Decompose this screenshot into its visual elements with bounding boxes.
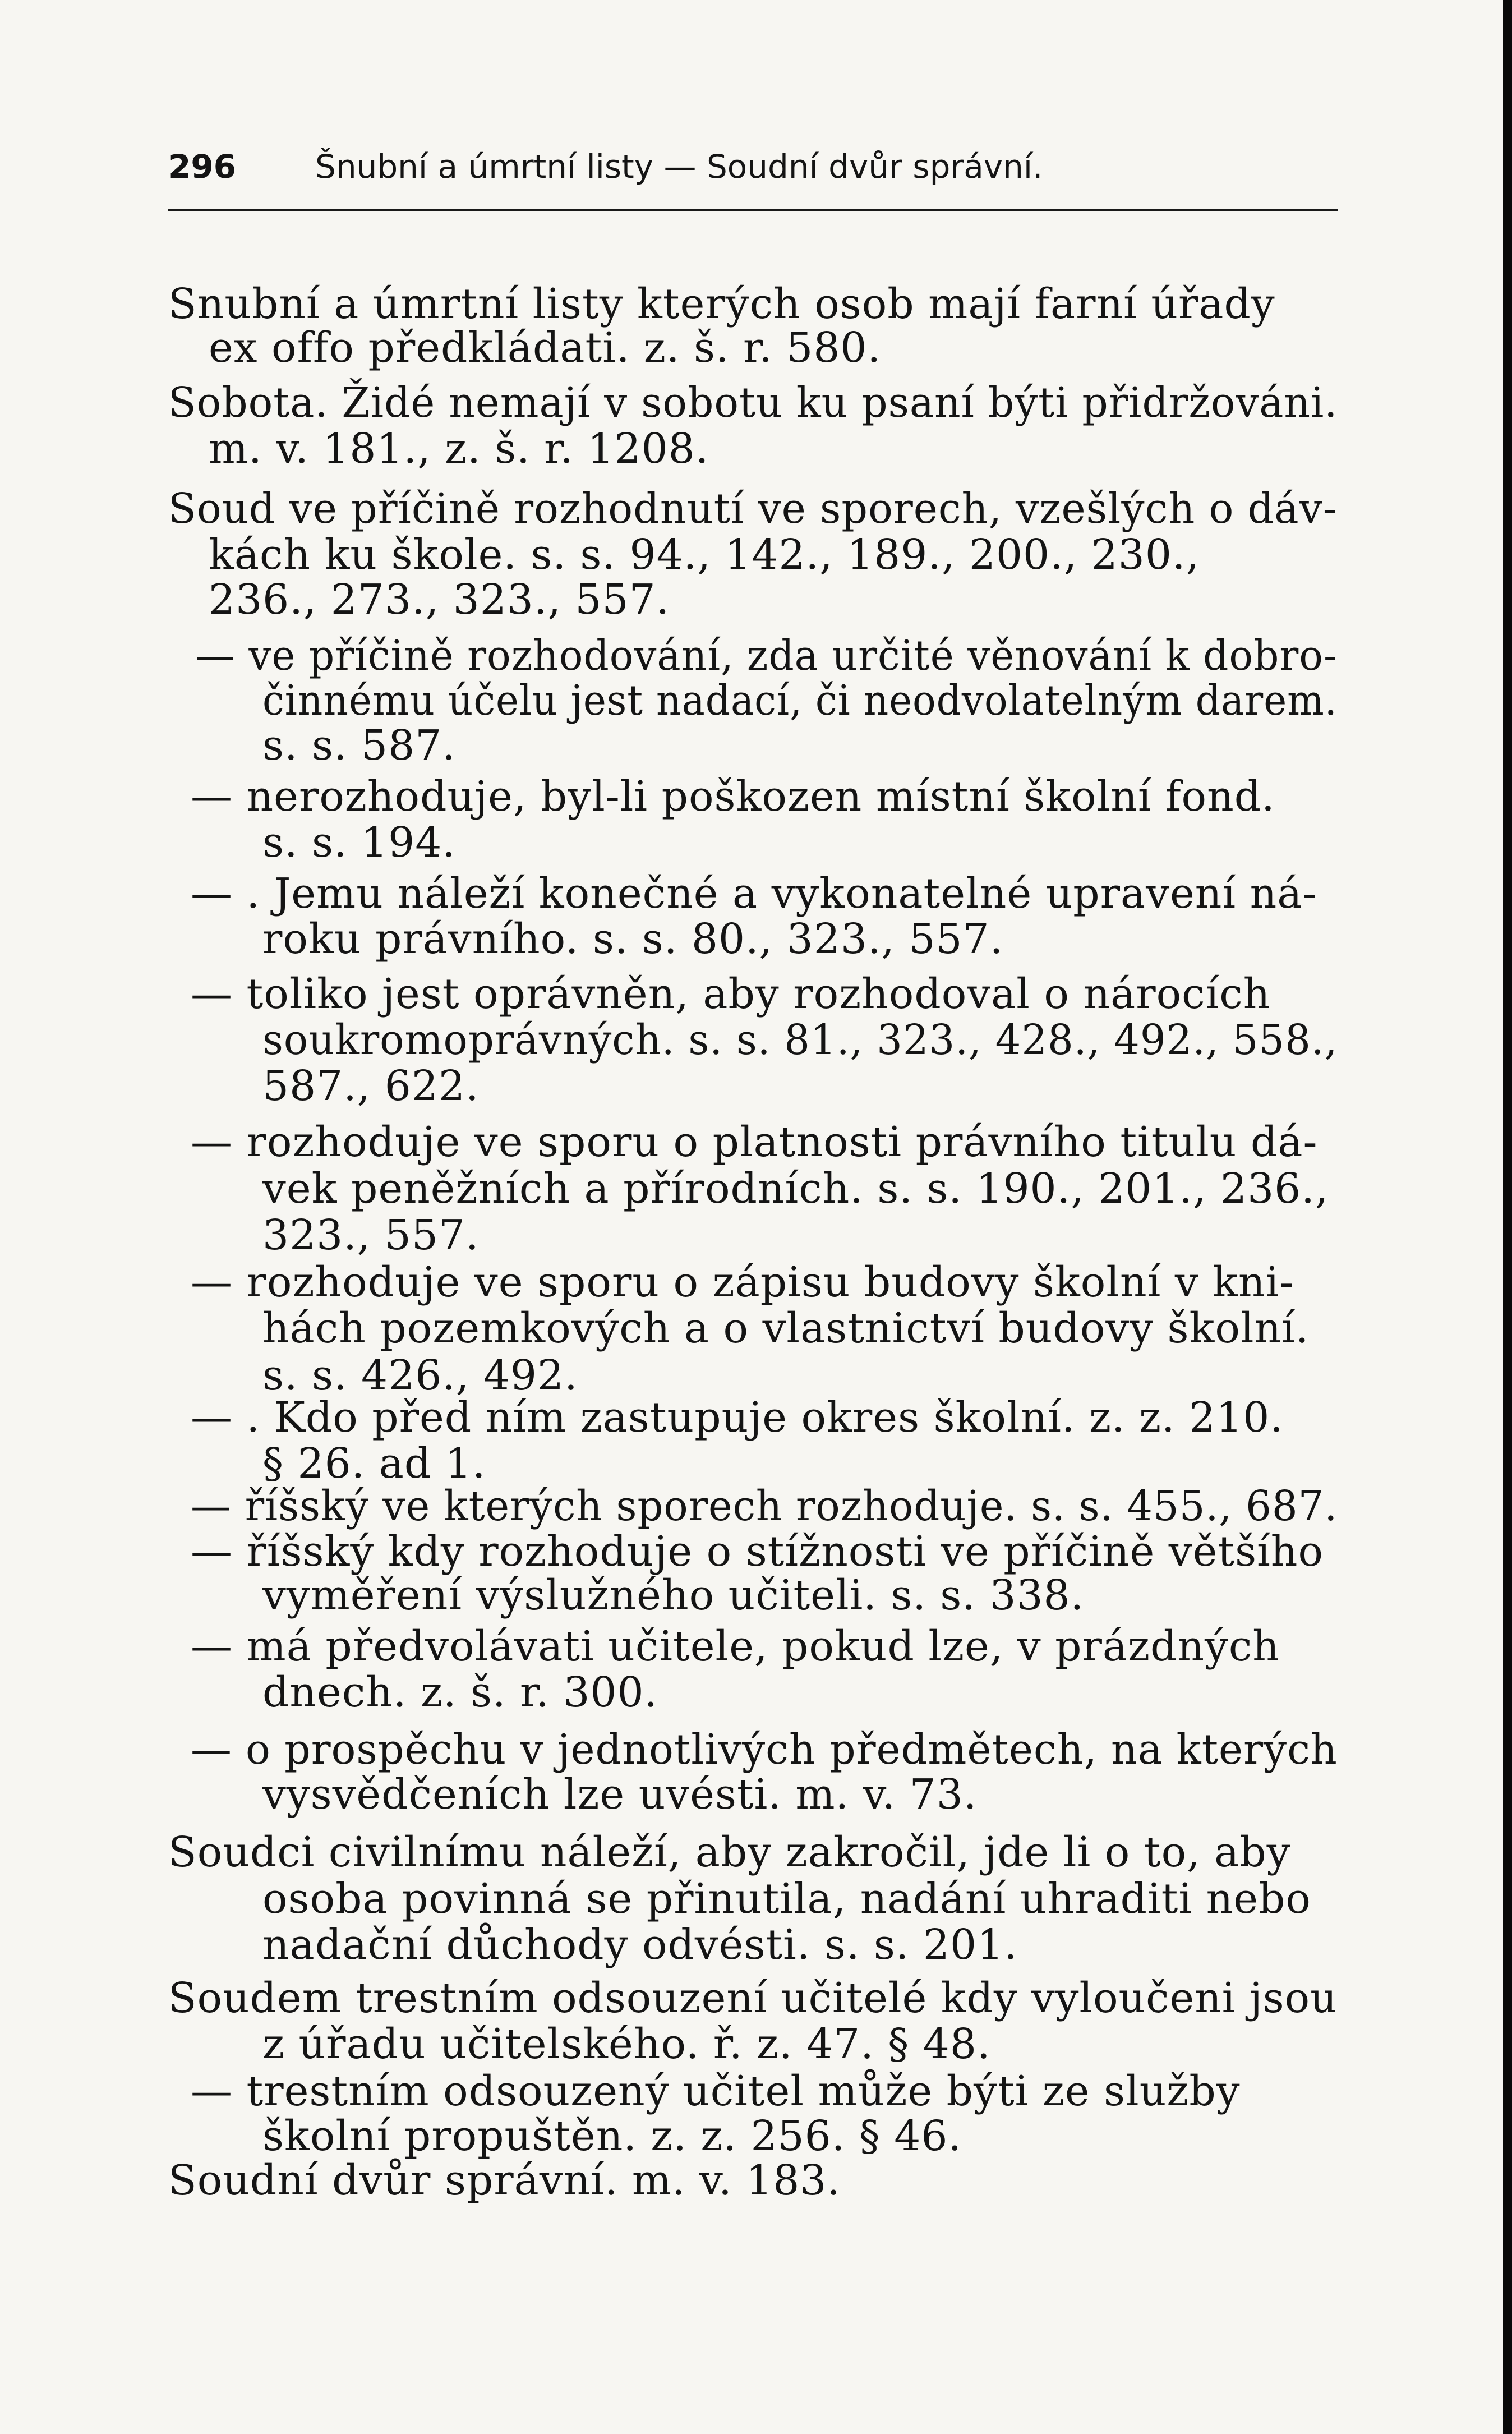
running-head: Šnubní a úmrtní listy — Soudní dvůr správní. bbox=[315, 148, 1043, 186]
scan-edge bbox=[1503, 0, 1512, 2434]
text-line: — má předvolávati učitele, pokud lze, v prázdných bbox=[191, 1622, 1280, 1671]
page-number: 296 bbox=[168, 148, 237, 186]
text-line: kách ku škole. s. s. 94., 142., 189., 200., 230., bbox=[209, 531, 1200, 579]
text-line: — nerozhoduje, byl-li poškozen místní školní fond. bbox=[191, 772, 1275, 821]
text-line: Snubní a úmrtní listy kterých osob mají farní úřady bbox=[168, 280, 1275, 328]
text-line: vek peněžních a přírodních. s. s. 190., 201., 236., bbox=[262, 1165, 1329, 1213]
text-line: 236., 273., 323., 557. bbox=[209, 576, 670, 624]
text-line: hách pozemkových a o vlastnictví budovy školní. bbox=[262, 1304, 1310, 1352]
text-line: Soud ve příčině rozhodnutí ve sporech, vzešlých o dáv- bbox=[168, 485, 1338, 533]
text-line: 323., 557. bbox=[262, 1211, 480, 1259]
text-line: ex offo předkládati. z. š. r. 580. bbox=[209, 324, 882, 372]
text-line: — ve příčině rozhodování, zda určité věnování k dobro- bbox=[195, 632, 1338, 680]
text-line: s. s. 426., 492. bbox=[262, 1351, 578, 1400]
text-line: — o prospěchu v jednotlivých předmětech, na kterých bbox=[191, 1726, 1338, 1774]
text-line: — říšský kdy rozhoduje o stížnosti ve příčině většího bbox=[191, 1527, 1324, 1576]
text-line: s. s. 194. bbox=[262, 818, 456, 867]
text-line: s. s. 587. bbox=[262, 721, 456, 770]
text-line: — . Kdo před ním zastupuje okres školní. z. z. 210. bbox=[191, 1393, 1284, 1442]
text-line: dnech. z. š. r. 300. bbox=[262, 1668, 658, 1717]
text-line: nadační důchody odvésti. s. s. 201. bbox=[262, 1921, 1018, 1969]
text-line: § 26. ad 1. bbox=[262, 1439, 486, 1488]
text-line: vysvědčeních lze uvésti. m. v. 73. bbox=[262, 1770, 978, 1819]
text-line: — říšský ve kterých sporech rozhoduje. s. s. 455., 687. bbox=[191, 1482, 1338, 1530]
text-line: — toliko jest oprávněn, aby rozhodoval o nárocích bbox=[191, 970, 1271, 1018]
text-line: z úřadu učitelského. ř. z. 47. § 48. bbox=[262, 2020, 991, 2068]
text-line: — rozhoduje ve sporu o platnosti právního titulu dá- bbox=[191, 1118, 1318, 1166]
text-line: m. v. 181., z. š. r. 1208. bbox=[209, 425, 709, 473]
text-line: — rozhoduje ve sporu o zápisu budovy školní v kni- bbox=[191, 1258, 1294, 1306]
text-line: školní propuštěn. z. z. 256. § 46. bbox=[262, 2112, 962, 2160]
text-line: soukromoprávných. s. s. 81., 323., 428., 492., 558., bbox=[262, 1016, 1338, 1064]
text-line: osoba povinná se přinutila, nadání uhraditi nebo bbox=[262, 1875, 1311, 1923]
text-line: Soudci civilnímu náleží, aby zakročil, jde li o to, aby bbox=[168, 1828, 1291, 1876]
text-line: roku právního. s. s. 80., 323., 557. bbox=[262, 915, 1004, 963]
text-line: 587., 622. bbox=[262, 1062, 480, 1110]
text-line: činnému účelu jest nadací, či neodvolatelným darem. bbox=[262, 677, 1338, 725]
text-line: — trestním odsouzený učitel může býti ze služby bbox=[191, 2067, 1241, 2115]
text-line: Soudem trestním odsouzení učitelé kdy vyloučeni jsou bbox=[168, 1974, 1338, 2022]
text-line: — . Jemu náleží konečné a vykonatelné upravení ná- bbox=[191, 869, 1317, 918]
text-line: Sobota. Židé nemají v sobotu ku psaní býti přidržováni. bbox=[168, 379, 1338, 427]
text-line: vyměření výslužného učiteli. s. s. 338. bbox=[262, 1571, 1085, 1619]
text-line: Soudní dvůr správní. m. v. 183. bbox=[168, 2156, 841, 2205]
